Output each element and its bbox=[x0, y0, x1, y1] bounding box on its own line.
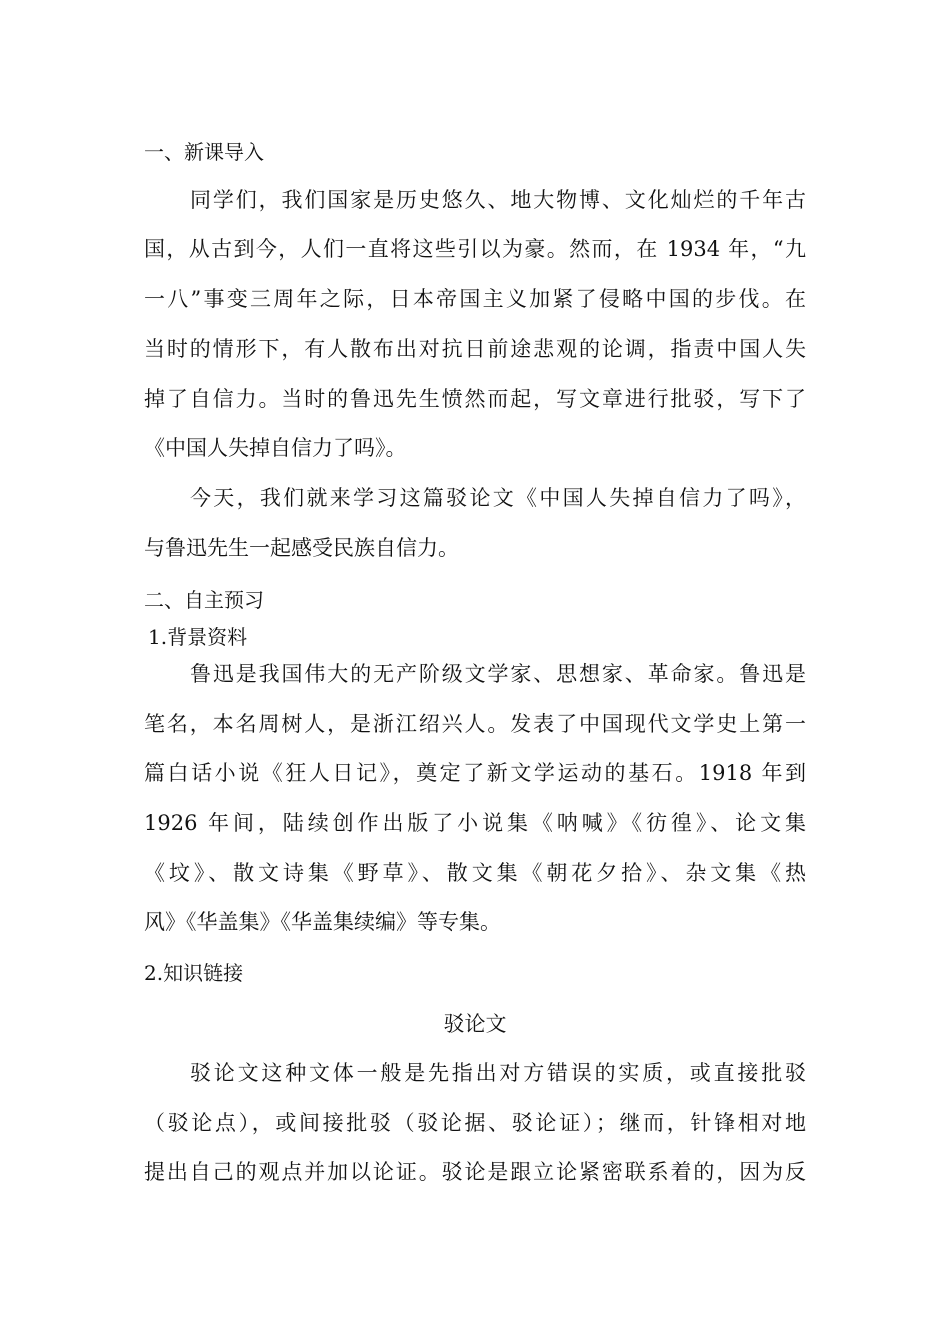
paragraph-line: 《中国人失掉自信力了吗》。 bbox=[144, 436, 407, 460]
paragraph-line: 同学们，我们国家是历史悠久、地大物博、文化灿烂的千年古 bbox=[190, 188, 806, 212]
paragraph-line: 笔名，本名周树人，是浙江绍兴人。发表了中国现代文学史上第一 bbox=[144, 712, 806, 736]
paragraph-line: 一八”事变三周年之际，日本帝国主义加紧了侵略中国的步伐。在 bbox=[144, 287, 806, 311]
paragraph-line: （驳论点），或间接批驳（驳论据、驳论证）；继而，针锋相对地 bbox=[144, 1111, 806, 1135]
paragraph-line: 今天，我们就来学习这篇驳论文《中国人失掉自信力了吗》， bbox=[190, 486, 806, 510]
section-heading-preview: 二、自主预习 bbox=[144, 588, 264, 612]
section-heading-intro: 一、新课导入 bbox=[144, 140, 264, 164]
subsection-title: 驳论文 bbox=[443, 1012, 507, 1036]
paragraph-line: 篇白话小说《狂人日记》，奠定了新文学运动的基石。1918 年到 bbox=[144, 761, 806, 785]
paragraph-line: 驳论文这种文体一般是先指出对方错误的实质，或直接批驳 bbox=[190, 1061, 806, 1085]
paragraph-line: 国，从古到今，人们一直将这些引以为豪。然而，在 1934 年，“九 bbox=[144, 237, 806, 261]
paragraph-line: 鲁迅是我国伟大的无产阶级文学家、思想家、革命家。鲁迅是 bbox=[190, 662, 806, 686]
subsection-heading-background: 1.背景资料 bbox=[148, 625, 248, 649]
subsection-heading-knowledge: 2.知识链接 bbox=[144, 961, 244, 985]
paragraph-line: 掉了自信力。当时的鲁迅先生愤然而起，写文章进行批驳，写下了 bbox=[144, 387, 806, 411]
paragraph-line: 1926 年间，陆续创作出版了小说集《呐喊》《彷徨》、论文集 bbox=[144, 811, 806, 835]
paragraph-line: 提出自己的观点并加以论证。驳论是跟立论紧密联系着的，因为反 bbox=[144, 1160, 806, 1184]
paragraph-line: 当时的情形下，有人散布出对抗日前途悲观的论调，指责中国人失 bbox=[144, 337, 806, 361]
paragraph-line: 与鲁迅先生一起感受民族自信力。 bbox=[144, 536, 459, 560]
paragraph-line: 《坟》、散文诗集《野草》、散文集《朝花夕拾》、杂文集《热 bbox=[144, 861, 806, 885]
paragraph-line: 风》《华盖集》《华盖集续编》等专集。 bbox=[144, 910, 501, 934]
